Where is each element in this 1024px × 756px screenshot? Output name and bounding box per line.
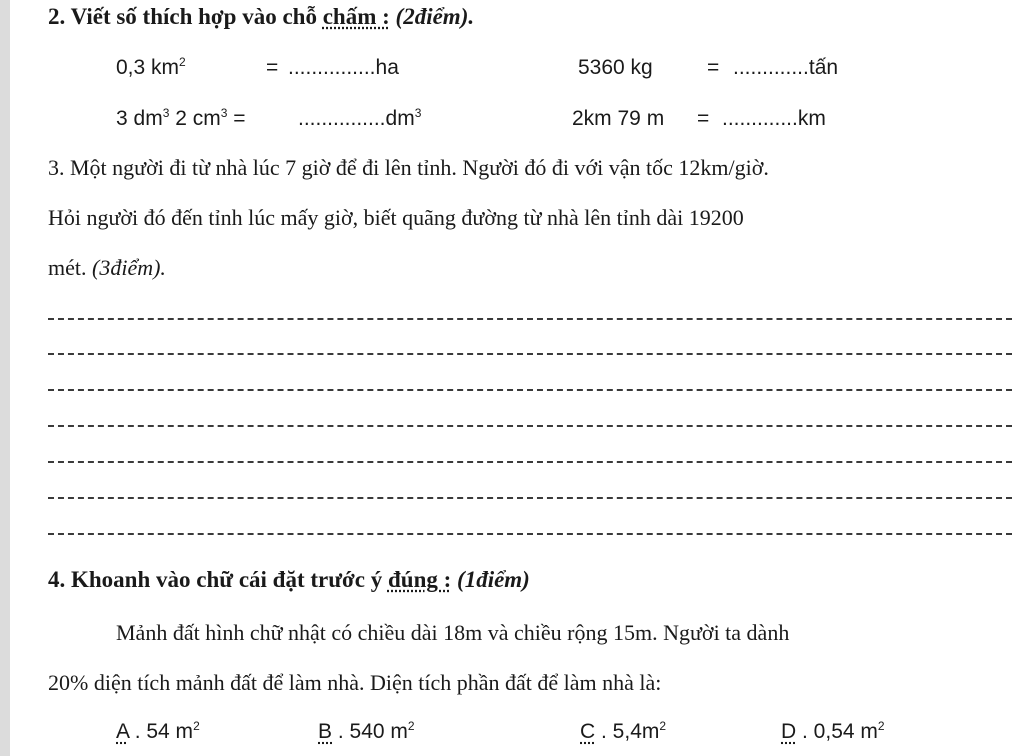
q2-heading [48,4,474,30]
q2-heading-text: 2. Viết số thích hợp vào chỗ [48,4,323,29]
q2-r1l-equal: = [266,56,279,79]
answer-line [48,389,1012,391]
answer-line [48,533,1012,535]
q2-r2r-dots: ............. [722,107,798,130]
q2-r2r-value: 2km 79 m [572,107,665,130]
choice-d-letter: D [781,720,797,743]
choice-c-letter: C [580,720,596,743]
q2-r2l-b-sup: 3 [220,106,228,120]
choice-c-sup: 2 [659,719,667,733]
choice-b-text: . 540 m [332,720,408,743]
answer-line [48,318,1012,320]
q4-heading [48,567,530,593]
q3-line2: Hỏi người đó đến tỉnh lúc mấy giờ, biết quãng đường từ nhà lên tỉnh dài 19200 [48,205,744,230]
choice-a-sup: 2 [193,719,200,733]
q2-r1r-equal: = [707,56,720,79]
q2-heading-underlined: chấm : [322,4,390,29]
answer-line [48,497,1012,499]
q3-line1: 3. Một người đi từ nhà lúc 7 giờ để đi lên tỉnh. Người đó đi với vận tốc 12km/giờ. [48,155,769,180]
q2-r1l-dots: ............... [288,56,376,79]
q3-line3 [48,255,166,281]
q4-line1: Mảnh đất hình chữ nhật có chiều dài 18m và chiều rộng 15m. Người ta dành [116,620,790,645]
q2-r1l-unit: ha [375,56,399,79]
answer-line [48,353,1012,355]
q2-r2l-a-sup: 3 [162,106,170,120]
choice-c[interactable] [580,720,666,744]
q2-r2l-dots: ............... [298,107,386,130]
choice-d[interactable] [781,720,885,744]
choice-b[interactable] [318,720,415,744]
choice-a-text: . 54 m [128,720,194,743]
q2-r2l-equal: = [227,107,246,130]
answer-line [48,425,1012,427]
q2-r1r-unit: tấn [808,56,839,79]
q2-r1l-value: 0,3 km [116,56,180,79]
q4-heading-text: 4. Khoanh vào chữ cái đặt trước ý [48,567,388,592]
choice-b-letter: B [318,720,333,743]
choice-a[interactable] [116,720,200,744]
choice-d-text: . 0,54 m [796,720,878,743]
q2-r2l-unit-sup: 3 [414,106,422,120]
q2-heading-points: (2điểm). [389,4,475,29]
choice-d-sup: 2 [877,719,885,733]
q2-r1r-answer [733,56,838,80]
q2-r1l-sup: 2 [179,55,186,69]
page-edge [0,0,10,756]
q4-heading-underlined: đúng : [387,567,452,592]
choice-b-sup: 2 [407,719,415,733]
answer-line [48,461,1012,463]
q2-r1r-dots: ............. [733,56,809,79]
choice-c-text: . 5,4m [595,720,660,743]
q4-line2: 20% diện tích mảnh đất để làm nhà. Diện tích phần đất để làm nhà là: [48,670,662,695]
q2-row1-left [116,56,186,80]
q2-r2l-b: 2 cm [169,107,221,130]
q2-r2r-unit: km [797,107,826,130]
q2-row2-left [116,107,246,131]
q4-heading-points: (1điểm) [451,567,530,592]
q2-r2r-answer [722,107,826,131]
q2-r1r-value: 5360 kg [578,56,653,79]
q2-r2r-equal: = [697,107,710,130]
q2-r2l-answer [298,107,421,131]
q3-line3-text: mét. [48,255,92,280]
choice-a-letter: A [116,720,129,743]
q2-r1l-answer [288,56,399,80]
q3-points: (3điểm). [92,255,166,280]
q2-r2l-unit: dm [385,107,415,130]
q2-r2l-a: 3 dm [116,107,163,130]
